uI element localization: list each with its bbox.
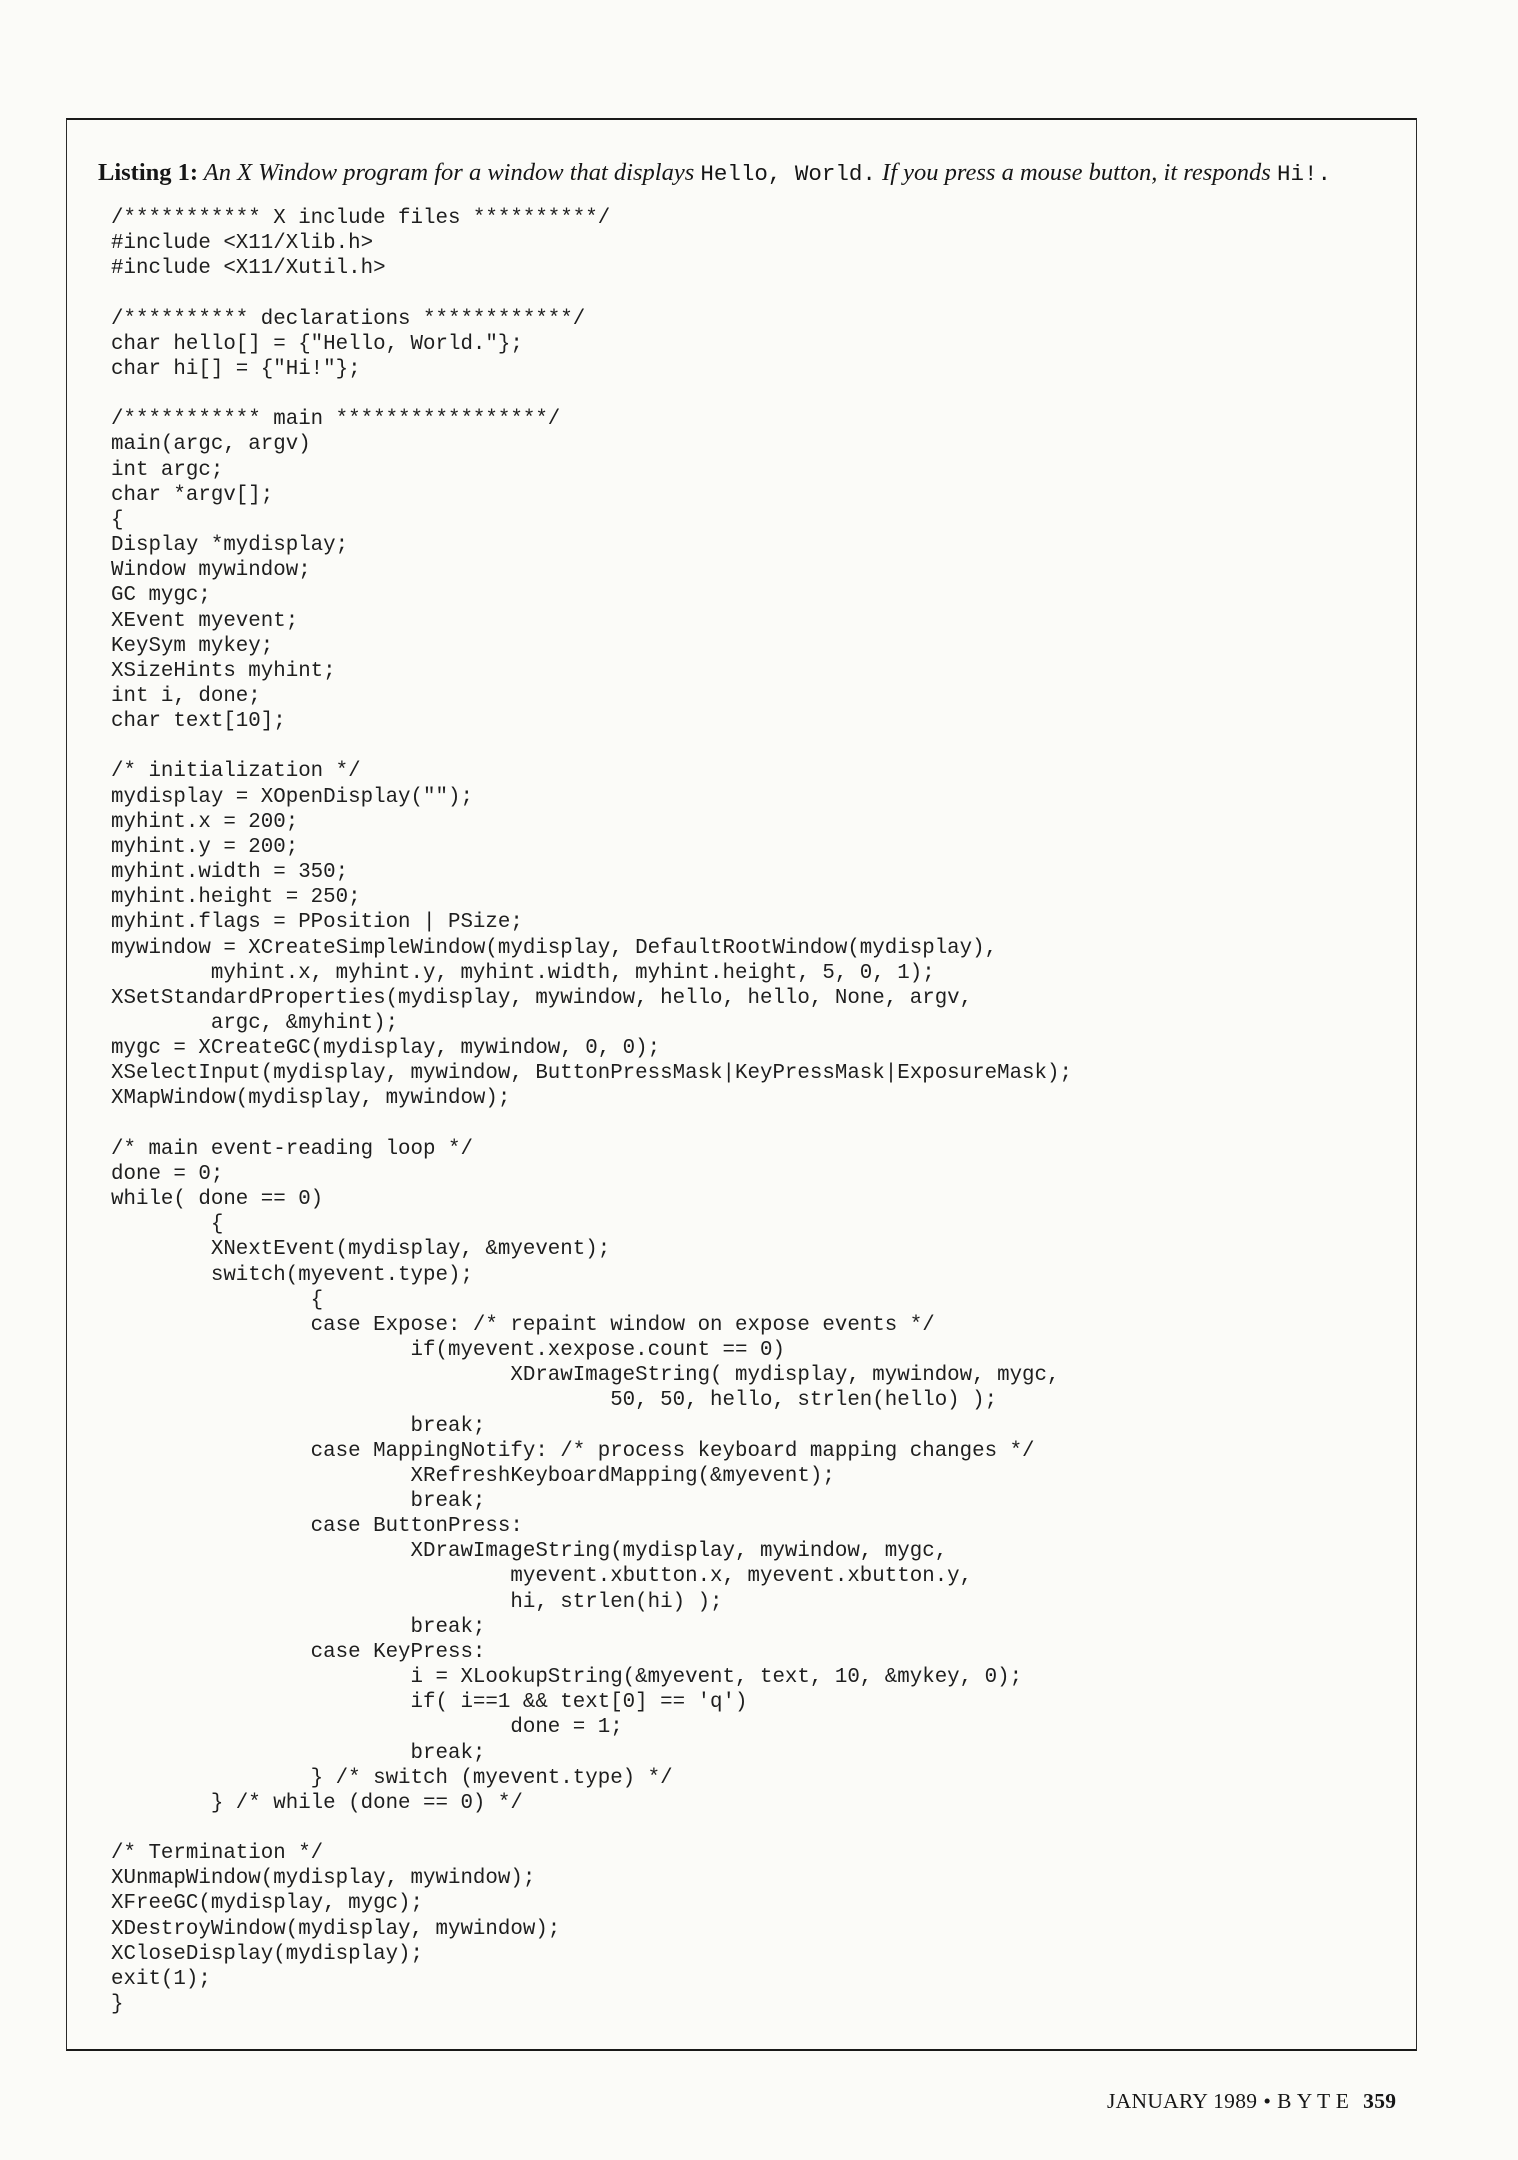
page-footer [1107, 2086, 1396, 2116]
caption-text-1: An X Window program for a window that displays [198, 159, 701, 186]
listing-caption [98, 153, 1331, 194]
code-listing: /*********** X include files **********/ #include <X11/Xlib.h> #include <X11/Xutil.h> /********** declarations ************/ char hello[] = {"Hello, World."}; char hi[] = {"Hi!"}; /*********** main *****************/ main(argc, argv) int argc; char *argv[]; { Display *mydisplay; Window mywindow; GC mygc; XEvent myevent; KeySym mykey; XSizeHints myhint; int i, done; char text[10]; /* initialization */ mydisplay = XOpenDisplay(""); myhint.x = 200; myhint.y = 200; myhint.width = 350; myhint.height = 250; myhint.flags = PPosition | PSize; mywindow = XCreateSimpleWindow(mydisplay, DefaultRootWindow(mydisplay), myhint.x, myhint.y, myhint.width, myhint.height, 5, 0, 1); XSetStandardProperties(mydisplay, mywindow, hello, hello, None, argv, argc, &myhint); mygc = XCreateGC(mydisplay, mywindow, 0, 0); XSelectInput(mydisplay, mywindow, ButtonPressMask|KeyPressMask|ExposureMask); XMapWindow(mydisplay, mywindow); /* main event-reading loop */ done = 0; while( done == 0) { XNextEvent(mydisplay, &myevent); switch(myevent.type); { case Expose: /* repaint window on expose events */ if(myevent.xexpose.count == 0) XDrawImageString( mydisplay, mywindow, mygc, 50, 50, hello, strlen(hello) ); break; case MappingNotify: /* process keyboard mapping changes */ XRefreshKeyboardMapping(&myevent); break; case ButtonPress: XDrawImageString(mydisplay, mywindow, mygc, myevent.xbutton.x, myevent.xbutton.y, hi, strlen(hi) ); break; case KeyPress: i = XLookupString(&myevent, text, 10, &mykey, 0); if( i==1 && text[0] == 'q') done = 1; break; } /* switch (myevent.type) */ } /* while (done == 0) */ /* Termination */ XUnmapWindow(mydisplay, mywindow); XFreeGC(mydisplay, mygc); XDestroyWindow(mydisplay, mywindow); XCloseDisplay(mydisplay); exit(1); } [111, 207, 1072, 2017]
caption-code-hi: Hi!. [1276, 161, 1331, 187]
page-number: 359 [1363, 2089, 1397, 2113]
magazine-name: B Y T E [1277, 2089, 1350, 2113]
footer-bullet: • [1263, 2089, 1272, 2113]
listing-label: Listing 1: [98, 159, 199, 186]
caption-code-hello: Hello, World. [700, 161, 876, 187]
issue-date: JANUARY 1989 [1107, 2089, 1258, 2113]
caption-text-2: If you press a mouse button, it responds [875, 159, 1277, 186]
